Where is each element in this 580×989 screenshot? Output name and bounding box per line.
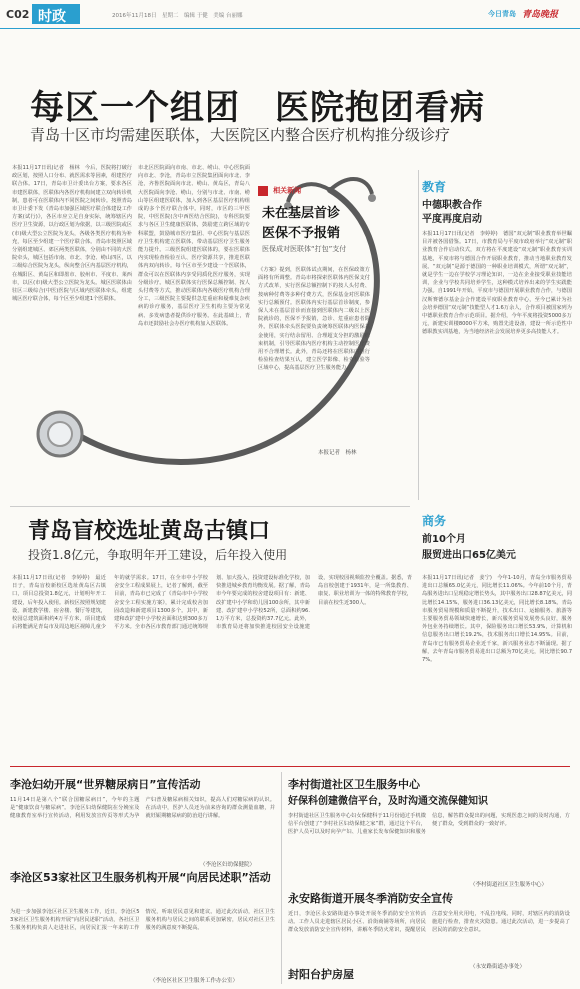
school-subhead: 投资1.8亿元，争取明年开工建设，后年投入使用 (28, 548, 288, 562)
bottom-rule (10, 766, 570, 767)
bottom-col2-byline2: （永安路街道办事处） (470, 964, 526, 970)
edu-title-1: 中德职教合作 (422, 200, 482, 211)
date-line: 2016年11月18日 星期二 编辑 于健 美编 台丽娜 (112, 13, 243, 19)
sidebar-title-1: 未在基层首诊 (262, 206, 341, 221)
bottom-col2-body: 李村街道社区卫生服务中心妇女保健科于11月份通过手机微信平台创建了“李村社区妇幼保健之家”群，通过这个平台，医护人员可以及时向孕产妇、儿童家长发布保健知识和服务信息，解答群众提出的问题，实现医患之间的及时沟通，方便了群众，受到群众的一致好评。 (288, 813, 570, 836)
bottom-col1-title: 李沧妇幼开展“世界糖尿病日”宣传活动 (10, 778, 201, 791)
bottom-col2-title3: 封阳台护房屋 (288, 968, 354, 981)
biz-section: 商务 (422, 514, 447, 528)
bottom-col2-byline: （李村街道社区卫生服务中心） (470, 882, 548, 888)
bottom-divider (281, 772, 282, 984)
lead-headline: 每区一个组团 医院抱团看病 (30, 88, 485, 128)
bottom-col2-title-b: 好保科创建微信平台，及时沟通交流保健知识 (288, 796, 488, 807)
tag-marker (258, 186, 268, 196)
biz-body: 本报11月17日讯(记者 姜宁) 今年1-10月，青岛全市服务贸易进出口总额65.0亿美元，同比增长11.06%。今年前10个月，青岛服务进出口呈现稳定增长势头，其中服务出口28.87亿美元，同比增长14.15%，服务进口36.13亿美元，同比增长8.18%。青岛市服务贸易规模和质量不断提升，技术出口、运输服务、旅游等主要服务贸易领域快速增长，新兴服务贸易发展势头良好，服务外包业务持续增长。其中，保险服务出口增长53.9%，计算机和信息服务出口增长19.2%，技术服务出口增长14.95%。目前，青岛市已有服务贸易企业近千家，新兴服务业态不断涌现。据了解，去年青岛市服务贸易进出口总额为70亿美元，同比增长90.77%。 (422, 575, 572, 664)
school-headline: 青岛盲校选址黄岛古镇口 (28, 519, 271, 544)
edu-title-2: 平度再度启动 (422, 214, 482, 225)
school-top-rule (10, 506, 410, 507)
masthead (0, 0, 580, 30)
section-tab (32, 4, 80, 24)
bottom-col1-byline: （李沧区妇幼保健院） (200, 862, 256, 868)
right-col-divider (418, 170, 419, 500)
bottom-col1-byline2: （李沧区社区卫生服务工作办公室） (150, 978, 239, 984)
lead-body-col1: 本报11月17日讯(记者 杨林 今后，医院将打破行政区划，按照人口分布、就医需求等因素，组建医疗联合体。17日，青岛市卫计委出台方案，要求各区市建医联体，医联体内各医疗机构间建立双向转诊机制，患者可在医联体内不同医院之间转诊。按照青岛市卫计委下发《青岛市加强区域医疗联合体建设工作方案(试行)》，各区市应立足自身实际，统筹辖区内医疗卫生资源，以行政区划为依据，以三级医院或区(市)级大型公立医院为龙头，各级各类医疗机构为补充，每区至少组建一个医疗联合体。青岛市按照区域分别组建城区、郊区两类医联体，分别由不同的大医院牵头，城区包括市南、市北、李沧、崂山四区，以三级综合医院为龙头，纵向整合区内基层医疗机构，在城阳区、黄岛区和即墨市、胶州市、平度市、莱西市，以区(市)级大型公立医院为龙头。城区医联体由驻区三级综合(中医)医院与区域内医联体牵头，组建城区医疗联合体，每个区至少组建1个医联体。 (12, 165, 132, 303)
paper-name: 今日青岛 (488, 10, 516, 18)
biz-title-1: 前10个月 (422, 534, 466, 545)
paper-logo: 青岛晚报 (522, 10, 559, 20)
bottom-col2-title2: 永安路街道开展冬季消防安全宣传 (288, 892, 453, 905)
sidebar-body: 《方案》提到，医联体试点期间，在医保政策方面将有所调整。青岛市将探索医联体内医保支付方式改革，实行医保总额控制下的按人头付费、按病种付费等多种付费方式，医保基金对医联体实行总额预付。医联体内实行基层首诊制度，参保人未在基层首诊而直接到医联体内二级以上医院就诊的，医保不予报销，急诊、危重症患者除外。医联体牵头医院要负责统筹医联体内医保基金使用，实行结余留用、合理超支分担的激励约束机制，引导医联体内医疗机构主动控制医疗费用不合理增长。此外，青岛还将在医联体内推行检验检查结果互认，建立医学影像、检查检验等区域中心，提高基层医疗卫生服务能力。 (258, 267, 370, 372)
bottom-col1-title2-text: 李沧区53家社区卫生服务机构开展“向居民述职”活动 (10, 871, 271, 884)
sidebar-byline: 本报记者 杨林 (318, 450, 357, 456)
masthead-rule (0, 28, 580, 29)
page-number: C02 (6, 8, 30, 21)
bottom-col2-title: 李村街道社区卫生服务中心 (288, 778, 420, 791)
related-news-tag (258, 180, 301, 194)
edu-section: 教育 (422, 180, 447, 194)
bottom-col2-body2: 近日，李沧区永安路街道办事处开展冬季消防安全宣传活动。工作人员走进辖区居民小区、沿街商铺等场所，向居民群众发放消防安全宣传材料，讲解冬季防火常识，提醒居民注意安全用火用电，不乱拉电线。同时，对辖区内的消防设施进行检查，排查火灾隐患。通过此次活动，进一步提高了居民的消防安全意识。 (288, 911, 570, 934)
bottom-col1-title2 (10, 870, 275, 885)
lead-subhead: 青岛十区市均需建医联体，大医院区内整合医疗机构推分级诊疗 (30, 126, 451, 144)
related-news-label: 相关新闻 (273, 186, 302, 195)
lead-body-col2: 市北区医院面向市南、市北、崂山、中心医院面向市北、李沧，青岛市立医院集团面向市北、李沧，齐鲁医院面向市北、崂山、黄岛区，青岛八大医院面向李沧、崂山，分别与市北、市南、崂山等区组建医联体，加入到各区基层医疗机构组成的多个医疗联合体中。同时，市区的三甲医院，中医医院(含中西医结合医院)，专科医院要求与各区卫生健康医联体，鼓励建立跨区域的专科联盟，鼓励城市医疗集团、中心医院与基层医疗卫生机构建立医联体，带动基层医疗卫生服务能力提升。三级医院组建医联体的，要在医联体内实现检查检验互认、医疗资源共享，推进医联体内双向转诊。每个区市至少建设一个医联体，群众可以在医联体内享受同质化医疗服务，实现分级诊疗。城区医联体实行医保总额控制、按人头付费等方式，推动医联体内各级医疗机构合理分工，三级医院主要提供急危重症和疑难复杂疾病的诊疗服务，基层医疗卫生机构主要为常见病、多发病患者提供诊疗服务。在此基础上，青岛市还鼓励社会办医疗机构加入医联体。 (138, 165, 250, 327)
bottom-col1-body: 11月14日是第八个“联合国糖尿病日”，今年的主题是“健康饮食与糖尿病”。李沧区妇幼保健院在分娩室及健康教育室举行宣传活动，利用发放宣传页等形式为孕产妇普及糖尿病相关知识，提高人们对糖尿病的认识。在活动中，医护人员还为前来咨询的群众测量血糖，并就妊娠期糖尿病的防治进行讲解。 (10, 797, 275, 820)
sidebar-subtitle: 医保成对医联体“打包”支付 (262, 245, 347, 253)
edu-body: 本报11月17日讯(记者 李婷婷) 德国“双元制”职业教育举世瞩目并被各国借鉴。17日，市教育局与平度市政府举行“双元制”职业教育合作启动仪式，双方将在平度建设“双元制”职业教育实训基地，平度市将与德国合作开展职业教育，推动当地职业教育发展。“双元制”是源于德国的一种职业培训模式，所谓“双元制”，就是学生一边在学校学习理论知识，一边在企业接受职业技能培训，企业与学校共同培养学生，这种模式培养出来的学生实践能力强。自1991年开始，平度市与德国开展职业教育合作，与德国汉斯赛德尔基金会合作建设平度职业教育中心，至今已累计为社会培养德国“双元制”技能型人才1.6万余人，合作项目被国家列为中德职业教育合作示范项目。据介绍，今年平度将投资5000多万元，新建实训楼8000平方米，购置先进设备，建设一所示范性中德职教实训基地，为当地经济社会发展培养更多高技能人才。 (422, 231, 572, 336)
related-news-box (258, 180, 408, 480)
bottom-col1-body2: 为进一步加强李沧区社区卫生服务工作，近日，李沧区53家社区卫生服务机构开展“向居民述职”活动，各社区卫生服务机构负责人走进社区，向居民汇报一年来的工作情况，听取居民意见和建议。通过此次活动，社区卫生服务机构与居民之间的联系更加紧密，居民对社区卫生服务的满意度不断提高。 (10, 909, 275, 932)
school-body: 本报11月17日讯(记者 李婷婷) 最近日子，青岛盲校新校区选址黄岛区古镇口，项目总投资1.8亿元，计划明年开工建设，后年投入使用。新校区按照规划建设，新建教学楼、宿舍楼、餐厅等建筑，校园总建筑面积约4万平方米，项目建成后将能满足青岛市及周边地区视障儿童少年的就学需求。17日，在全市中小学校舍安全工程成果展上，记者了解到，截至目前，青岛市已完成了《青岛市中小学校舍安全工程实施方案》，累计完成校舍加固改造和新建项目1300多个。其中，新建和改扩建中小学校舍面积达到300多万平方米。全市各区市教育部门通过统筹规划、加大投入，投资建设标准化学校，加快推进城乡教育均衡发展。据了解，青岛市今年要完成的校舍建设项目有：新建、改扩建中小学和幼儿园100余所，其中新建、改扩建中小学校52所，总面积约96.1万平方米，总投资约37.7亿元。此外，市教育局还将加快推进校园安全设施建设，实现校园视频监控全覆盖。据悉，青岛盲校创建于1931年，是一所集教育、康复、职业培训为一体的特殊教育学校，目前在校生近300人。 (12, 575, 412, 631)
sidebar-title-2: 医保不予报销 (262, 226, 341, 241)
section-label: 时政 (38, 9, 66, 25)
biz-title-2: 服贸进出口65亿美元 (422, 550, 516, 561)
